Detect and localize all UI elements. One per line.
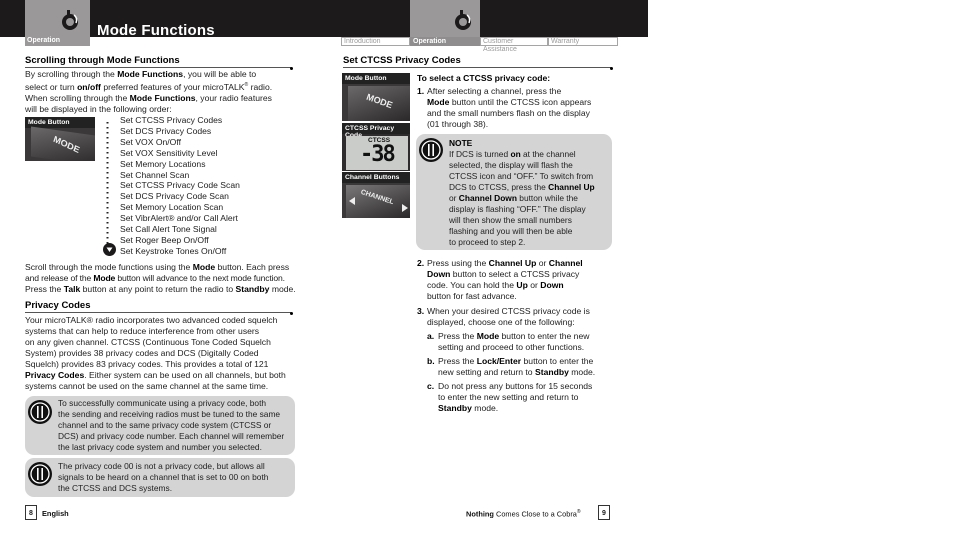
note-box-code-00: The privacy code 00 is not a privacy code, but allows all signals to be heard on a channel that is set to 00 on both the CTCSS and DCS systems. — [25, 458, 295, 497]
footer-language: English — [42, 509, 69, 518]
note-box-dcs: NOTE If DCS is turned on at the channel selected, the display will flash the CTCSS icon and “OFF.” To switch from DCS to CTCSS, press the Channel Up or Channel Down button while the display is flashing “OFF.” The display will then show the small numbers flashing and you will then be able to proceed to step 2. — [416, 134, 612, 250]
privacy-paragraph: Your microTALK® radio incorporates two advanced coded squelch systems that can help to reduce interference from other users on any given channel. CTCSS (Continuous Tone Coded Squelch System) provides 38 privacy codes and DCS (Digitally Coded Squelch) provides 83 privacy codes. This provides a total of 121 Privacy Codes. Either system can be used on all channels, but both systems cannot be used on the same channel at the same time. — [25, 315, 286, 391]
ctcss-display-label: CTCSS Privacy — [342, 123, 410, 134]
left-operation-tab — [25, 0, 90, 46]
nav-operation[interactable]: Operation — [410, 37, 480, 46]
note-icon — [28, 400, 52, 424]
mode-menu-list — [120, 115, 300, 257]
lcd-screen — [346, 136, 408, 170]
menu-item: Set VibrAlert® and/or Call Alert — [120, 213, 238, 224]
menu-item: Set Roger Beep On/Off — [120, 234, 209, 245]
menu-item: Set Channel Scan — [120, 169, 190, 180]
channel-down-icon — [401, 200, 409, 218]
page-number-right: 9 — [598, 505, 610, 520]
nav-warranty[interactable]: Warranty — [548, 37, 618, 46]
menu-item: Set CTCSS Privacy Codes — [120, 115, 223, 125]
menu-dotted-line — [106, 120, 109, 245]
scroll-instructions: Scroll through the mode functions using the Mode button. Each press and release of the Mode button will advance to the next mode function. Press the Talk button at any point to return the radio to Standby mode. — [25, 262, 296, 294]
menu-item: Set Keystroke Tones On/Off — [120, 245, 227, 256]
note-icon — [419, 138, 443, 162]
ctcss-steps-2-3: 2. Press using the Channel Up or Channel Down button to select a CTCSS privacy code. You can hold the Up or Down button for fast advance. 3. When your desired CTCSS privacy code is displayed, choose one of the following: a. Press the Mode button to enter the new setting and proceed to other functions. b. Press the Lock/Enter button to enter the new setting and return to Standby mode. c. Do not press any buttons for 15 seconds to enter the new setting and return to Standby mode. — [417, 258, 596, 413]
radio-logo-icon — [452, 9, 474, 31]
scroll-heading: Scrolling through Mode Functions — [25, 55, 291, 68]
ctcss-instructions: To select a CTCSS privacy code: 1. After selecting a channel, press the Mode button until the CTCSS icon appears and the small numbers flash on the display (01 through 38). — [417, 73, 592, 129]
channel-up-icon — [348, 193, 356, 211]
lcd-digits: -38 — [360, 142, 394, 167]
menu-item: Set VOX On/Off — [120, 136, 181, 147]
menu-item: Set VOX Sensitivity Level — [120, 147, 218, 158]
mode-button-label: Mode Button — [342, 73, 410, 84]
privacy-heading: Privacy Codes — [25, 300, 291, 313]
nav-customer-assistance[interactable]: Customer Assistance — [480, 37, 548, 46]
note-icon — [28, 462, 52, 486]
channel-button-text: CHANNEL — [359, 188, 395, 207]
scroll-down-icon — [103, 243, 116, 256]
note-box-privacy: To successfully communicate using a privacy code, both the sending and receiving radios must be tuned to the same channel and to the same privacy code system (CTCSS or DCS) and privacy code number. Each channel will remember the last privacy code system and number you selected. — [25, 396, 295, 455]
mode-button-image-right — [342, 73, 410, 121]
mode-button-text: MODE — [365, 91, 394, 111]
page-number-left: 8 — [25, 505, 37, 520]
nav-introduction[interactable]: Introduction — [341, 37, 410, 46]
left-tab-label: Operation — [27, 37, 61, 44]
mode-button-text: MODE — [52, 133, 81, 156]
page-title: Mode Functions — [97, 22, 215, 39]
menu-item: Set Memory Locations — [120, 158, 206, 169]
scroll-intro: By scrolling through the Mode Functions, you will be able to select or turn on/off preferred features of your microTALK® radio. When scrolling through the Mode Functions, your radio features will be displayed in the following order: — [25, 69, 273, 114]
channel-buttons-label: Channel Buttons — [342, 172, 410, 183]
menu-item: Set Call Alert Tone Signal — [120, 224, 217, 235]
header-blank — [648, 0, 954, 37]
ctcss-heading: Set CTCSS Privacy Codes — [343, 55, 611, 68]
menu-item: Set Memory Location Scan — [120, 202, 224, 213]
radio-logo-icon — [59, 9, 81, 31]
footer-slogan: Nothing Comes Close to a Cobra® — [466, 509, 581, 519]
menu-item: Set DCS Privacy Codes — [120, 125, 212, 136]
mode-button-label: Mode Button — [25, 117, 95, 128]
menu-item: Set CTCSS Privacy Code Scan — [120, 180, 240, 191]
mode-button-image — [25, 117, 95, 161]
ctcss-display-image — [342, 123, 410, 171]
channel-buttons-image — [342, 172, 410, 218]
note-title: NOTE — [449, 138, 473, 148]
menu-item: Set DCS Privacy Code Scan — [120, 191, 229, 202]
lcd-ctcss-label: CTCSS — [368, 137, 391, 144]
